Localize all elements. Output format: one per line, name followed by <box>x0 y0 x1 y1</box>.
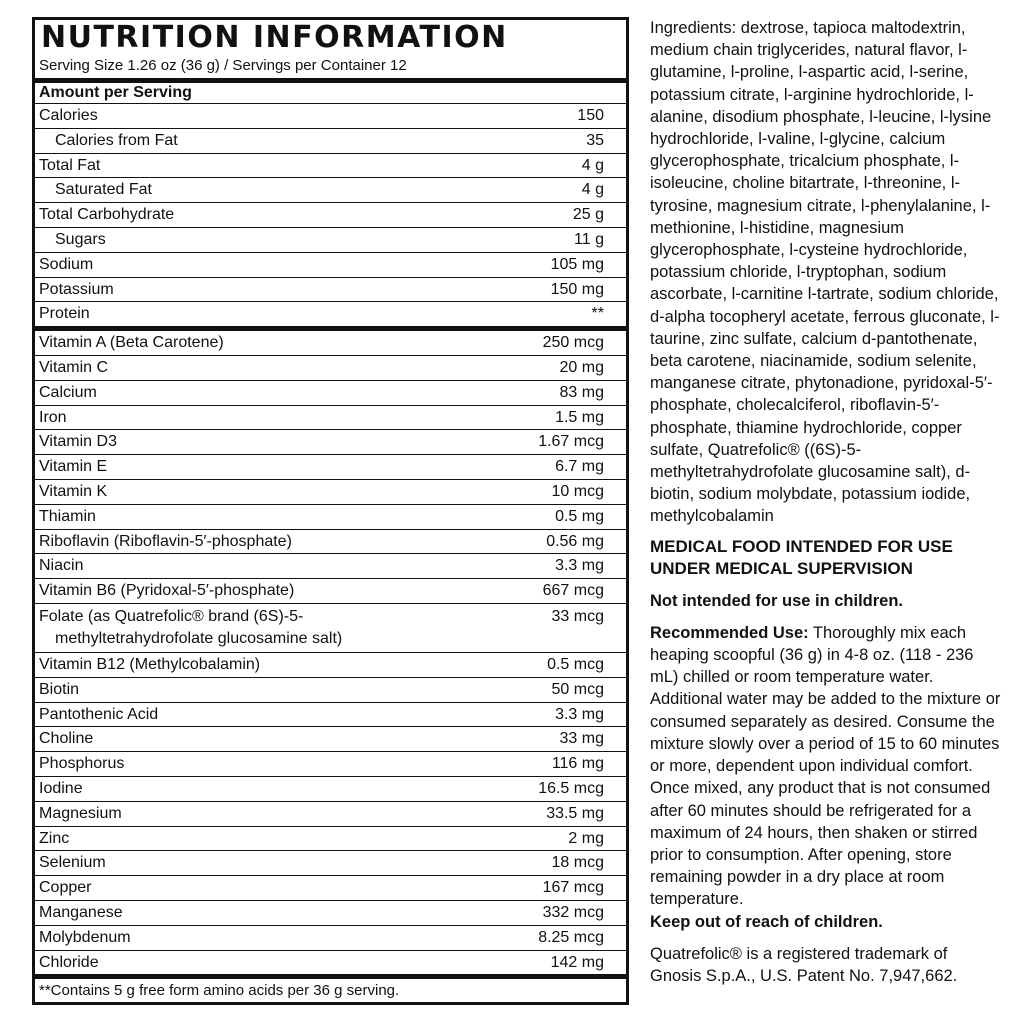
nutrient-row <box>35 802 626 827</box>
nutrient-value: 33.5 mg <box>546 804 604 822</box>
nutrient-value: 16.5 mcg <box>538 779 604 797</box>
nutrient-value: 142 mg <box>550 953 604 971</box>
nutrient-row <box>35 703 626 728</box>
nutrient-row <box>35 104 626 129</box>
nutrient-row <box>35 926 626 951</box>
nutrient-row <box>35 455 626 480</box>
nutrient-name: Sodium <box>39 255 94 273</box>
nutrient-name: Vitamin B6 (Pyridoxal-5′-phosphate) <box>39 582 295 600</box>
recommended-use <box>650 622 1002 933</box>
nutrient-name: Calories from Fat <box>55 131 178 149</box>
folate-line-1: Folate (as Quatrefolic® brand (6S)-5- <box>39 607 304 625</box>
nutrient-value: 25 g <box>572 206 604 224</box>
nutrient-value: 3.3 mg <box>555 557 604 575</box>
nutrient-row <box>35 876 626 901</box>
nutrient-row <box>35 727 626 752</box>
trademark-notice: Quatrefolic® is a registered trademark of Gnosis S.p.A., U.S. Patent No. 7,947,662. <box>650 944 958 985</box>
nutrient-value: 150 <box>577 107 604 124</box>
recommended-use-label: Recommended Use: <box>650 623 809 642</box>
ingredients-text: Ingredients: dextrose, tapioca maltodextrin, medium chain triglycerides, natural flavor, l-glutamine, l-proline, l-aspartic acid, l-serine, potassium citrate, l-arginine hydrochloride, l-alanine, disodium phosphate, l-leucine, l-lysine hydrochloride, l-valine, l-glycine, calcium glycerophosphate, tricalcium phosphate, l-isoleucine, choline bitartrate, l-threonine, l-tyrosine, magnesium citrate, l-phenylalanine, l-methionine, l-histidine, magnesium glycerophosphate, l-cysteine hydrochloride, potassium chloride, l-tryptophan, sodium ascorbate, l-carnitine l-tartrate, sodium chloride, d-alpha tocopheryl acetate, ferrous gluconate, l-taurine, zinc sulfate, calcium d-pantothenate, beta carotene, niacinamide, sodium selenite, manganese citrate, phytonadione, pyridoxal-5′-phosphate, cholecalciferol, riboflavin-5′-phosphate, thiamine hydrochloride, copper sulfate, Quatrefolic® ((6S)-5-methyltetrahydrofolate glucosamine salt), d-biotin, sodium molybdate, potassium iodide, methylcobalamin <box>650 19 1000 526</box>
nutrient-row <box>35 827 626 852</box>
keep-out-of-reach: Keep out of reach of children. <box>650 912 883 931</box>
nutrient-name: Vitamin A (Beta Carotene) <box>39 334 224 352</box>
nutrient-row <box>35 554 626 579</box>
nutrient-value: 10 mcg <box>551 482 604 500</box>
nutrient-row <box>35 302 626 331</box>
nutrient-name: Magnesium <box>39 804 122 822</box>
nutrient-value: 667 mcg <box>542 582 604 600</box>
nutrient-value: 83 mg <box>559 383 604 401</box>
nutrient-value: 33 mg <box>559 730 604 748</box>
folate-line-2: methyltetrahydrofolate glucosamine salt) <box>55 629 343 647</box>
nutrient-row <box>35 530 626 555</box>
nutrient-name: Manganese <box>39 903 123 921</box>
nutrition-title: NUTRITION INFORMATION <box>41 20 508 55</box>
nutrient-row <box>35 579 626 604</box>
nutrient-value: 11 g <box>574 230 604 248</box>
nutrient-name: Vitamin K <box>39 482 108 500</box>
nutrient-row <box>35 480 626 505</box>
nutrient-value: 1.67 mcg <box>538 433 604 451</box>
amount-per-serving: Amount per Serving <box>35 83 626 104</box>
nutrient-value: 0.5 mcg <box>547 655 604 673</box>
nutrient-row <box>35 851 626 876</box>
nutrient-row <box>35 604 626 653</box>
nutrient-value: 35 <box>586 131 604 149</box>
nutrient-row <box>35 356 626 381</box>
nutrient-value: 20 mg <box>559 358 604 376</box>
nutrient-name: Sugars <box>55 230 106 248</box>
nutrient-value: 8.25 mcg <box>538 928 604 946</box>
nutrient-row <box>35 278 626 303</box>
nutrient-name: Vitamin B12 (Methylcobalamin) <box>39 655 261 673</box>
nutrient-value: 250 mcg <box>542 334 604 352</box>
nutrient-name: Protein <box>39 305 90 323</box>
nutrient-name: Calories <box>39 107 98 124</box>
nutrient-row <box>35 430 626 455</box>
nutrient-name: Iron <box>39 408 67 426</box>
nutrient-row <box>35 178 626 203</box>
nutrient-value: 1.5 mg <box>555 408 604 426</box>
label-text-column <box>650 17 1002 987</box>
nutrient-row <box>35 901 626 926</box>
nutrient-row <box>35 653 626 678</box>
nutrient-value: 167 mcg <box>542 879 604 897</box>
nutrient-row <box>35 154 626 179</box>
medical-food-notice: MEDICAL FOOD INTENDED FOR USE UNDER MEDICAL SUPERVISION <box>650 536 953 578</box>
nutrient-row <box>35 381 626 406</box>
nutrient-name: Phosphorus <box>39 755 125 773</box>
nutrient-value: 2 mg <box>568 829 604 847</box>
nutrient-value: 0.5 mg <box>555 507 604 525</box>
nutrient-row <box>35 678 626 703</box>
nutrient-name: Riboflavin (Riboflavin-5′-phosphate) <box>39 532 292 550</box>
nutrient-value: 6.7 mg <box>555 458 604 476</box>
nutrient-value: 50 mcg <box>551 680 604 698</box>
nutrient-value: 33 mcg <box>551 607 604 625</box>
nutrient-value: 0.56 mg <box>546 532 604 550</box>
nutrient-row <box>35 228 626 253</box>
serving-size: Serving Size 1.26 oz (36 g) / Servings per Container 12 <box>35 56 626 83</box>
nutrient-name: Saturated Fat <box>55 181 152 199</box>
nutrient-name: Copper <box>39 879 92 897</box>
nutrient-name: Chloride <box>39 953 99 971</box>
nutrient-value: 150 mg <box>550 280 604 298</box>
nutrient-name: Calcium <box>39 383 97 401</box>
nutrient-name: Biotin <box>39 680 80 698</box>
nutrient-name: Total Carbohydrate <box>39 206 175 224</box>
nutrient-name: Thiamin <box>39 507 96 525</box>
nutrient-value: 4 g <box>581 156 604 174</box>
nutrient-name: Choline <box>39 730 94 748</box>
recommended-use-text: Thoroughly mix each heaping scoopful (36 g) in 4-8 oz. (118 - 236 mL) chilled or room temperature water. Additional water may be added to the mixture or consumed separately as desired. Consume the mixture slowly over a period of 15 to 60 minutes or more, dependent upon individual comfort. Once mixed, any product that is not consumed after 60 minutes should be refrigerated for a maximum of 24 hours, then shaken or stirred prior to consumption. After opening, store remaining powder in a dry place at room temperature. <box>650 623 1001 909</box>
nutrient-name: Selenium <box>39 854 106 872</box>
nutrient-row <box>35 777 626 802</box>
nutrient-value: 18 mcg <box>551 854 604 872</box>
nutrient-row <box>35 331 626 356</box>
nutrient-value: ** <box>591 305 604 323</box>
nutrition-panel <box>32 17 629 1005</box>
nutrient-row <box>35 253 626 278</box>
nutrient-name: Vitamin E <box>39 458 108 476</box>
nutrient-row <box>35 203 626 228</box>
nutrient-value: 3.3 mg <box>555 705 604 723</box>
nutrient-row <box>35 951 626 980</box>
nutrient-name: Potassium <box>39 280 114 298</box>
nutrient-name: Iodine <box>39 779 83 797</box>
nutrient-value: 4 g <box>581 181 604 199</box>
nutrition-footnote: **Contains 5 g free form amino acids per 36 g serving. <box>39 982 400 1000</box>
nutrient-value: 105 mg <box>550 255 604 273</box>
nutrient-name: Molybdenum <box>39 928 131 946</box>
nutrient-value: 332 mcg <box>542 903 604 921</box>
nutrient-name: Vitamin C <box>39 358 109 376</box>
nutrient-name: Pantothenic Acid <box>39 705 159 723</box>
nutrient-value: 116 mg <box>551 755 604 773</box>
not-for-children-notice: Not intended for use in children. <box>650 591 904 610</box>
nutrient-row <box>35 129 626 154</box>
nutrient-name <box>39 606 342 650</box>
nutrient-name: Vitamin D3 <box>39 433 117 451</box>
nutrient-name: Niacin <box>39 557 84 575</box>
nutrient-row <box>35 406 626 431</box>
nutrient-name: Zinc <box>39 829 70 847</box>
nutrient-row <box>35 505 626 530</box>
nutrient-name: Total Fat <box>39 156 101 174</box>
nutrient-row <box>35 752 626 777</box>
